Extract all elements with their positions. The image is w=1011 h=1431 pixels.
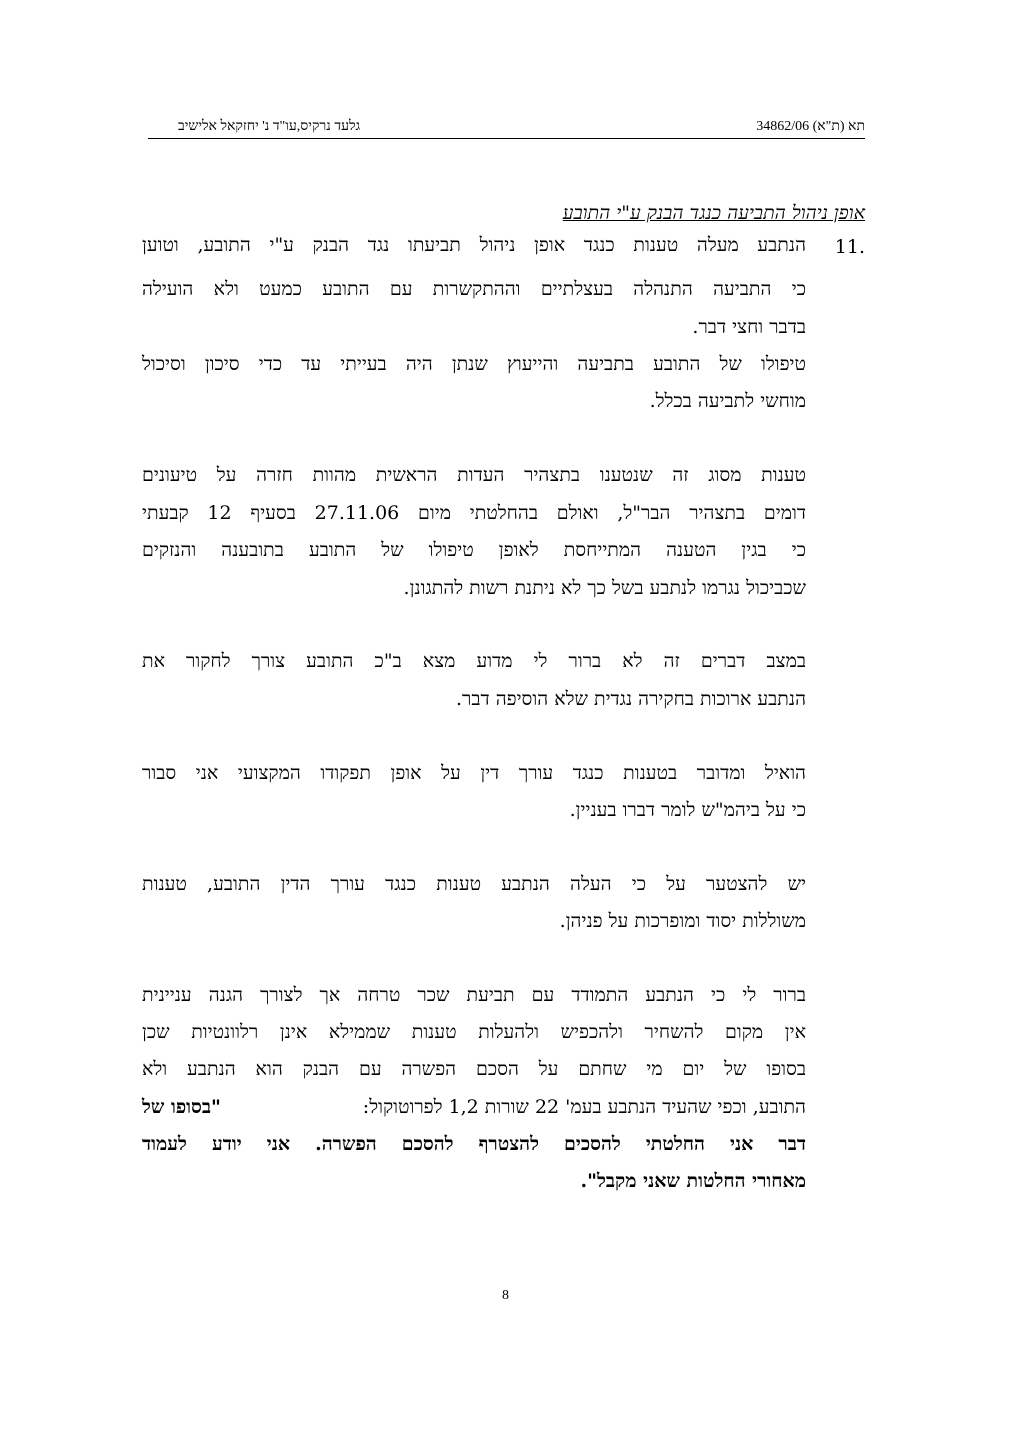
- header-rule: [148, 138, 865, 139]
- text-line: שכביכול נגרמו לנתבע בשל כך לא ניתנת רשות להתגונן.: [403, 577, 806, 599]
- text-line: כי על ביהמ"ש לומר דברו בעניין.: [569, 799, 806, 821]
- quote-line: מאחורי החלטות שאני מקבל".: [580, 1170, 806, 1192]
- text-line: טענות מסוג זה שנטענו בתצהיר העדות הראשית מהוות חזרה על טיעונים: [142, 464, 806, 486]
- section-title: אופן ניהול התביעה כנגד הבנק ע"י התובע: [562, 202, 865, 224]
- quote-start: "בסופו של: [142, 1096, 221, 1118]
- paragraph-number: 11.: [834, 236, 865, 258]
- text-line: ברור לי כי הנתבע התמודד עם תביעת שכר טרחה אך לצורך הגנה עניינית: [142, 984, 806, 1006]
- text-line: הנתבע ארוכות בחקירה נגדית שלא הוסיפה דבר.: [455, 688, 806, 710]
- text-line: יש להצטער על כי העלה הנתבע טענות כנגד עורך הדין התובע, טענות: [142, 873, 806, 895]
- text-line: אין מקום להשחיר ולהכפיש ולהעלות טענות שממילא אינן רלוונטיות שכן: [142, 1021, 806, 1043]
- text-line: התובע, וכפי שהעיד הנתבע בעמ' 22 שורות 1,2 לפרוטוקול:: [362, 1096, 806, 1118]
- page-header-case-number: תא (ת"א) 34862/06: [756, 119, 865, 134]
- quote-line: דבר אני החלטתי להסכים להצטרף להסכם הפשרה. אני יודע לעמוד: [142, 1133, 806, 1155]
- text-line: כי התביעה התנהלה בעצלתיים וההתקשרות עם התובע כמעט ולא הועילה: [142, 278, 806, 300]
- text-line: הנתבע מעלה טענות כנגד אופן ניהול תביעתו נגד הבנק ע"י התובע, וטוען: [142, 234, 806, 256]
- text-line: כי בגין הטענה המתייחסת לאופן טיפולו של התובע בתובענה והנזקים: [142, 539, 806, 561]
- text-line: טיפולו של התובע בתביעה והייעוץ שנתן היה בעייתי עד כדי סיכון וסיכול: [142, 353, 806, 375]
- text-line: במצב דברים זה לא ברור לי מדוע מצא ב"כ התובע צורך לחקור את: [142, 650, 806, 672]
- text-line: בסופו של יום מי שחתם על הסכם הפשרה עם הבנק הוא הנתבע ולא: [142, 1058, 806, 1080]
- text-line: דומים בתצהיר הבר"ל, ואולם בהחלטתי מיום 27.11.06 בסעיף 12 קבעתי: [142, 502, 807, 524]
- text-line: משוללות יסוד ומופרכות על פניהן.: [559, 910, 806, 932]
- text-line: מוחשי לתביעה בכלל.: [649, 390, 806, 412]
- text-line: בדבר וחצי דבר.: [692, 316, 806, 338]
- page-header-parties: גלעד נרקיס,עו"ד נ' יחזקאל אלישיב: [178, 119, 361, 134]
- page-number: 8: [502, 1288, 509, 1303]
- text-line: הואיל ומדובר בטענות כנגד עורך דין על אופן תפקודו המקצועי אני סבור: [142, 762, 806, 784]
